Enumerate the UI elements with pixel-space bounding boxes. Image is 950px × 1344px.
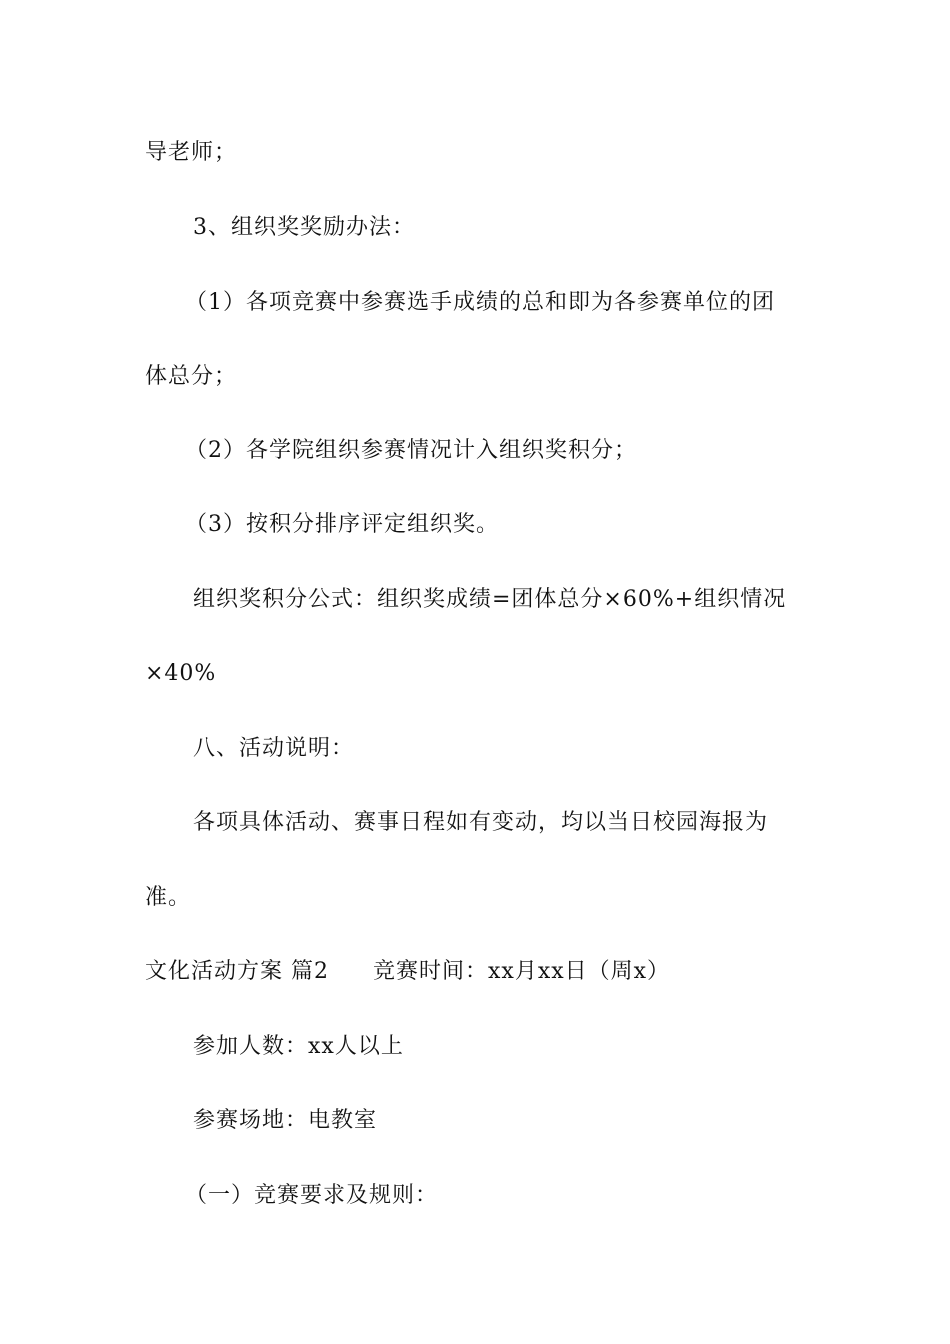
text-line: 准。 (145, 885, 192, 910)
section-heading: 八、活动说明： (193, 736, 355, 761)
text-line: （2）各学院组织参赛情况计入组织奖积分； (185, 438, 637, 463)
text-line: 体总分； (145, 364, 238, 389)
text-line: （3）按积分排序评定组织奖。 (185, 512, 499, 537)
text-line-composite (145, 952, 815, 992)
text-line: 组织奖积分公式：组织奖成绩=团体总分×60%+组织情况 (193, 587, 787, 612)
text-line: 参赛场地：电教室 (193, 1108, 378, 1133)
text-line: 导老师； (145, 140, 238, 165)
text-line: 参加人数：xx人以上 (193, 1034, 404, 1059)
plan-title: 文化活动方案 篇2 (145, 959, 329, 984)
text-line: （1）各项竞赛中参赛选手成绩的总和即为各参赛单位的团 (185, 290, 775, 315)
text-line: 各项具体活动、赛事日程如有变动，均以当日校园海报为 (193, 810, 769, 835)
section-heading: （一）竞赛要求及规则： (185, 1183, 439, 1208)
text-line: ×40% (145, 661, 217, 686)
competition-time: 竞赛时间：xx月xx日（周x） (373, 959, 671, 984)
text-line: 3、组织奖奖励办法： (193, 215, 415, 240)
